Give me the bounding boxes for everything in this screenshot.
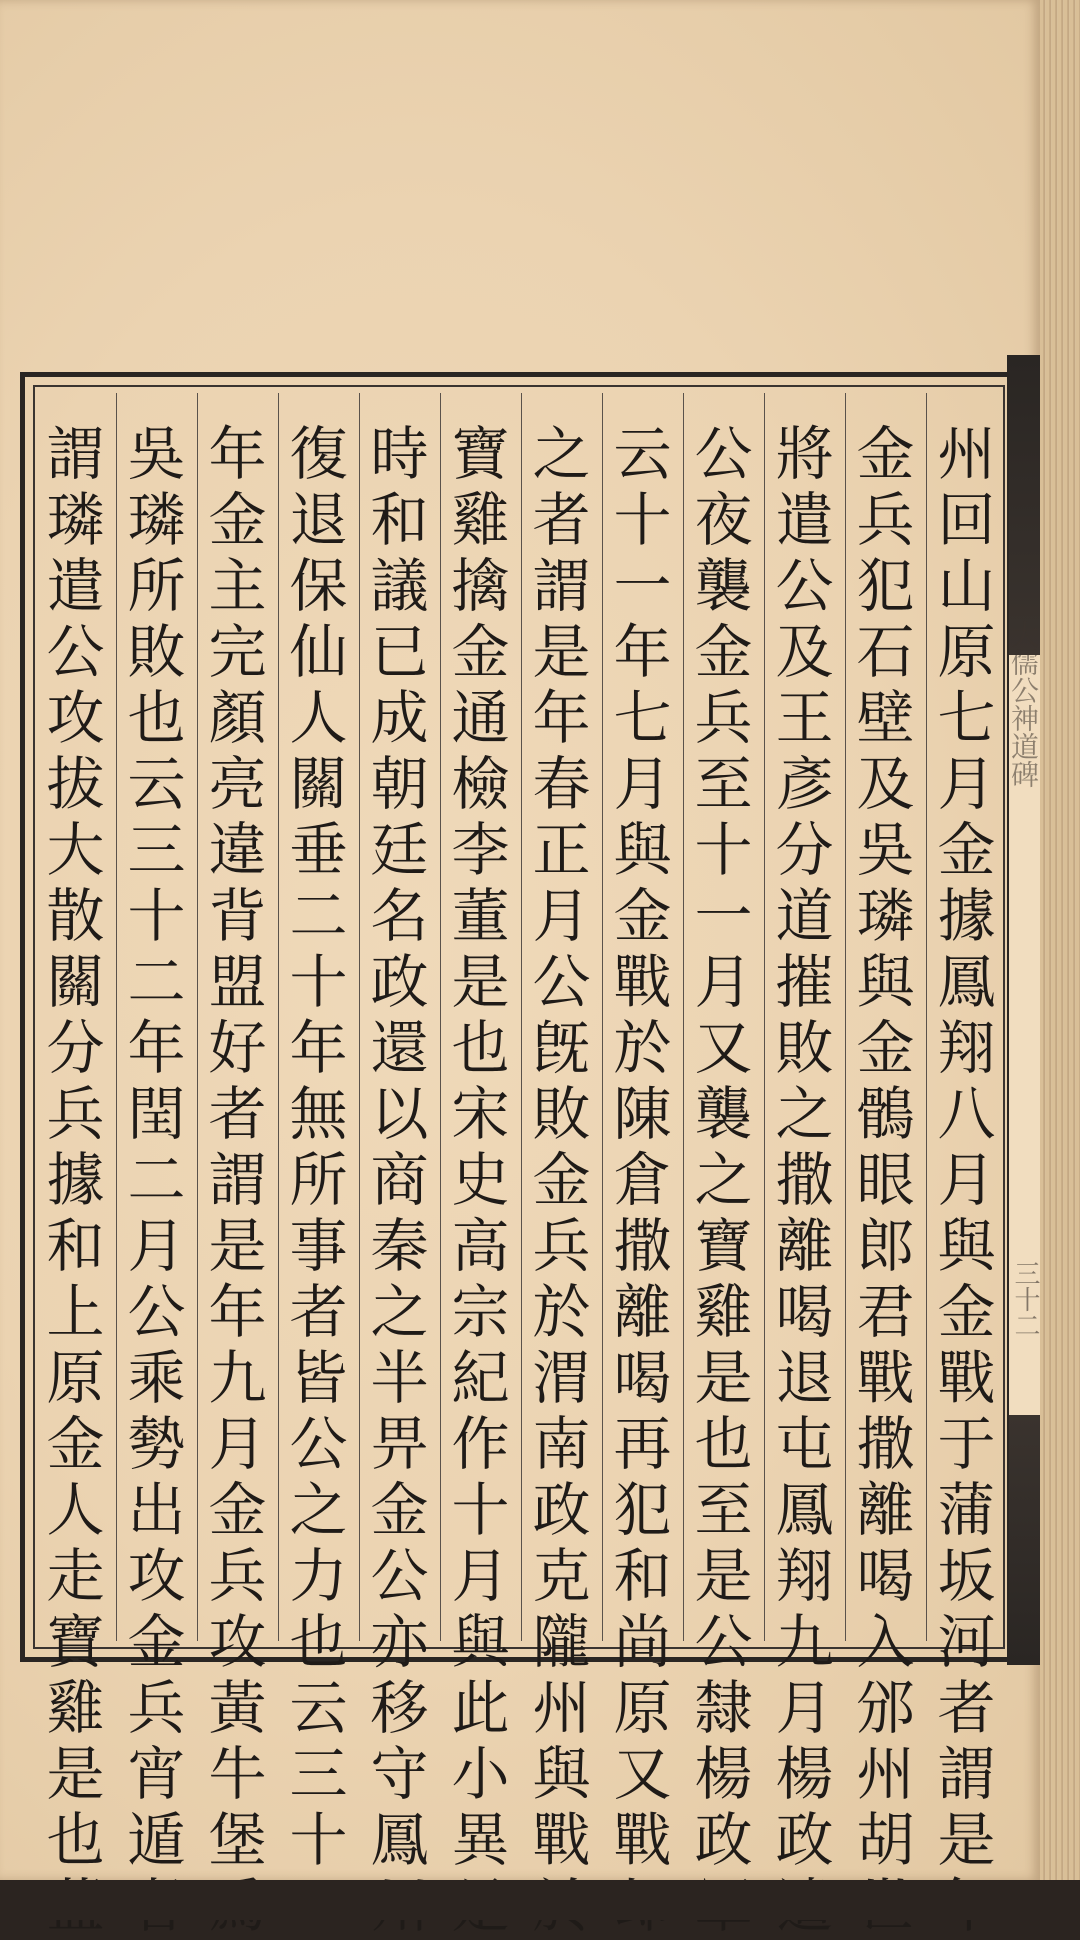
text-glyph: 背 (208, 882, 267, 950)
text-glyph: 戰 (532, 1806, 591, 1874)
text-glyph: 公 (532, 948, 591, 1016)
text-glyph: 年 (208, 1278, 267, 1346)
text-glyph: 勢 (127, 1410, 186, 1478)
text-glyph: 小 (451, 1740, 510, 1808)
text-glyph: 二 (127, 1146, 186, 1214)
text-glyph: 所 (127, 552, 186, 620)
text-glyph: 原 (613, 1674, 672, 1742)
text-glyph: 再 (613, 1410, 672, 1478)
text-glyph: 兵 (127, 1674, 186, 1742)
text-glyph: 夜 (694, 486, 753, 554)
text-glyph: 謂 (208, 1146, 267, 1214)
page-edges (1040, 0, 1080, 1880)
text-glyph: 云 (613, 420, 672, 488)
text-glyph: 半 (370, 1344, 429, 1412)
text-glyph: 渭 (532, 1344, 591, 1412)
text-glyph: 三 (127, 816, 186, 884)
text-glyph: 謂 (532, 552, 591, 620)
text-glyph: 月 (208, 1410, 267, 1478)
text-glyph: 邠 (856, 1674, 915, 1742)
text-glyph: 公 (127, 1278, 186, 1346)
text-glyph: 也 (46, 1806, 105, 1874)
text-glyph: 畀 (370, 1410, 429, 1478)
text-glyph: 是 (208, 1212, 267, 1280)
text-glyph: 力 (289, 1542, 348, 1610)
text-glyph: 蒲 (937, 1476, 996, 1544)
text-glyph: 敗 (775, 1014, 834, 1082)
text-glyph: 廷 (370, 816, 429, 884)
text-glyph: 紀 (451, 1344, 510, 1412)
text-glyph: 雞 (451, 486, 510, 554)
background-strip (0, 1880, 1080, 1920)
text-glyph: 所 (289, 1146, 348, 1214)
text-glyph: 上 (46, 1278, 105, 1346)
text-glyph: 撒 (856, 1410, 915, 1478)
text-glyph: 雞 (46, 1674, 105, 1742)
text-glyph: 道 (775, 882, 834, 950)
text-glyph: 戰 (856, 1344, 915, 1412)
text-glyph: 政 (775, 1806, 834, 1874)
text-glyph: 和 (46, 1212, 105, 1280)
text-glyph: 是 (532, 618, 591, 686)
column-rule (197, 393, 198, 1641)
text-glyph: 人 (46, 1476, 105, 1544)
text-glyph: 喝 (856, 1542, 915, 1610)
text-glyph: 十 (451, 1476, 510, 1544)
text-glyph: 也 (127, 684, 186, 752)
text-glyph: 已 (370, 618, 429, 686)
text-glyph: 之 (694, 1146, 753, 1214)
text-glyph: 撒 (775, 1146, 834, 1214)
text-glyph: 山 (937, 552, 996, 620)
text-glyph: 與 (451, 1608, 510, 1676)
column-rule (359, 393, 360, 1641)
column-rule (521, 393, 522, 1641)
text-glyph: 九 (775, 1608, 834, 1676)
text-glyph: 一 (694, 882, 753, 950)
text-glyph: 撒 (613, 1212, 672, 1280)
text-glyph: 及 (856, 750, 915, 818)
text-glyph: 時 (370, 420, 429, 488)
text-glyph: 年 (613, 618, 672, 686)
text-glyph: 吳 (127, 420, 186, 488)
text-column (39, 421, 113, 1939)
text-glyph: 摧 (775, 948, 834, 1016)
text-glyph: 倉 (613, 1146, 672, 1214)
text-column (849, 421, 923, 1939)
text-glyph: 云 (127, 750, 186, 818)
text-glyph: 又 (613, 1740, 672, 1808)
text-glyph: 公 (289, 1410, 348, 1478)
text-glyph: 離 (613, 1278, 672, 1346)
text-glyph: 宵 (127, 1740, 186, 1808)
text-glyph: 政 (694, 1806, 753, 1874)
text-glyph: 據 (937, 882, 996, 950)
text-glyph: 十 (613, 486, 672, 554)
text-glyph: 屯 (775, 1410, 834, 1478)
text-glyph: 保 (289, 552, 348, 620)
text-glyph: 彥 (775, 750, 834, 818)
text-glyph: 月 (694, 948, 753, 1016)
text-glyph: 謂 (46, 420, 105, 488)
text-glyph: 和 (370, 486, 429, 554)
text-glyph: 州 (532, 1674, 591, 1742)
text-glyph: 璘 (46, 486, 105, 554)
text-glyph: 金 (451, 618, 510, 686)
text-glyph: 金 (694, 618, 753, 686)
text-glyph: 人 (289, 684, 348, 752)
text-glyph: 又 (694, 1014, 753, 1082)
text-glyph: 於 (613, 1014, 672, 1082)
text-frame (20, 372, 1024, 1874)
text-glyph: 宋 (451, 1080, 510, 1148)
text-glyph: 璘 (856, 882, 915, 950)
text-glyph: 十 (289, 948, 348, 1016)
text-glyph: 雞 (694, 1278, 753, 1346)
text-glyph: 事 (289, 1212, 348, 1280)
text-glyph: 據 (46, 1146, 105, 1214)
text-glyph: 吳 (856, 816, 915, 884)
text-glyph: 喝 (775, 1278, 834, 1346)
text-glyph: 走 (46, 1542, 105, 1610)
text-glyph: 一 (613, 552, 672, 620)
text-glyph: 鳳 (937, 948, 996, 1016)
text-glyph: 敗 (127, 618, 186, 686)
text-glyph: 金 (532, 1146, 591, 1214)
text-glyph: 議 (370, 552, 429, 620)
text-glyph: 謂 (937, 1740, 996, 1808)
column-rule (926, 393, 927, 1641)
text-column (201, 421, 275, 1939)
text-glyph: 十 (289, 1806, 348, 1874)
text-glyph: 者 (532, 486, 591, 554)
text-glyph: 皆 (289, 1344, 348, 1412)
text-glyph: 襲 (694, 1080, 753, 1148)
text-glyph: 月 (937, 750, 996, 818)
text-glyph: 戰 (937, 1344, 996, 1412)
text-glyph: 回 (937, 486, 996, 554)
text-glyph: 牛 (208, 1740, 267, 1808)
text-glyph: 於 (532, 1278, 591, 1346)
text-glyph: 宗 (451, 1278, 510, 1346)
text-glyph: 鶻 (856, 1080, 915, 1148)
text-glyph: 兵 (46, 1080, 105, 1148)
text-glyph: 完 (208, 618, 267, 686)
text-glyph: 于 (937, 1410, 996, 1478)
text-glyph: 三 (289, 1740, 348, 1808)
text-glyph: 十 (694, 816, 753, 884)
text-glyph: 及 (775, 618, 834, 686)
text-glyph: 李 (451, 816, 510, 884)
text-glyph: 州 (856, 1740, 915, 1808)
text-glyph: 隴 (532, 1608, 591, 1676)
text-glyph: 敗 (532, 1080, 591, 1148)
text-glyph: 戰 (613, 948, 672, 1016)
text-glyph: 高 (451, 1212, 510, 1280)
text-glyph: 河 (937, 1608, 996, 1676)
text-glyph: 乘 (127, 1344, 186, 1412)
text-glyph: 鳳 (775, 1476, 834, 1544)
text-glyph: 入 (856, 1608, 915, 1676)
text-frame-inner (33, 385, 1005, 1874)
text-glyph: 州 (937, 420, 996, 488)
text-glyph: 壁 (856, 684, 915, 752)
text-glyph: 攻 (208, 1608, 267, 1676)
text-glyph: 異 (451, 1806, 510, 1874)
text-glyph: 商 (370, 1146, 429, 1214)
text-glyph: 公 (694, 420, 753, 488)
text-glyph: 堡 (208, 1806, 267, 1874)
text-glyph: 原 (46, 1344, 105, 1412)
text-glyph: 七 (937, 684, 996, 752)
text-glyph: 名 (370, 882, 429, 950)
text-glyph: 翔 (937, 1014, 996, 1082)
text-glyph: 和 (613, 1542, 672, 1610)
text-glyph: 復 (289, 420, 348, 488)
text-glyph: 兵 (532, 1212, 591, 1280)
text-glyph: 政 (370, 948, 429, 1016)
text-glyph: 云 (289, 1674, 348, 1742)
text-glyph: 攻 (127, 1542, 186, 1610)
text-glyph: 守 (370, 1740, 429, 1808)
text-glyph: 垂 (289, 816, 348, 884)
text-glyph: 眼 (856, 1146, 915, 1214)
text-glyph: 南 (532, 1410, 591, 1478)
text-glyph: 年 (532, 684, 591, 752)
text-glyph: 十 (127, 882, 186, 950)
text-glyph: 之 (775, 1080, 834, 1148)
text-glyph: 之 (532, 420, 591, 488)
text-glyph: 拔 (46, 750, 105, 818)
text-glyph: 七 (613, 684, 672, 752)
text-glyph: 出 (127, 1476, 186, 1544)
text-glyph: 是 (694, 1344, 753, 1412)
text-glyph: 至 (694, 750, 753, 818)
text-glyph: 與 (532, 1740, 591, 1808)
text-glyph: 此 (451, 1674, 510, 1742)
text-glyph: 將 (775, 420, 834, 488)
text-glyph: 遁 (127, 1806, 186, 1874)
text-column (363, 421, 437, 1939)
text-glyph: 離 (856, 1476, 915, 1544)
text-glyph: 朝 (370, 750, 429, 818)
text-glyph: 者 (289, 1278, 348, 1346)
text-glyph: 原 (937, 618, 996, 686)
text-glyph: 寶 (451, 420, 510, 488)
text-glyph: 月 (613, 750, 672, 818)
text-glyph: 金 (208, 486, 267, 554)
column-rule (764, 393, 765, 1641)
text-glyph: 成 (370, 684, 429, 752)
text-glyph: 以 (370, 1080, 429, 1148)
text-glyph: 閏 (127, 1080, 186, 1148)
text-glyph: 董 (451, 882, 510, 950)
text-glyph: 亮 (208, 750, 267, 818)
text-glyph: 無 (289, 1080, 348, 1148)
text-glyph: 兵 (208, 1542, 267, 1610)
text-glyph: 兵 (694, 684, 753, 752)
text-glyph: 分 (775, 816, 834, 884)
text-glyph: 者 (208, 1080, 267, 1148)
text-glyph: 楊 (694, 1740, 753, 1808)
text-glyph: 璘 (127, 486, 186, 554)
text-glyph: 隸 (694, 1674, 753, 1742)
text-glyph: 黃 (208, 1674, 267, 1742)
text-glyph: 秦 (370, 1212, 429, 1280)
text-glyph: 分 (46, 1014, 105, 1082)
text-glyph: 違 (208, 816, 267, 884)
text-glyph: 公 (370, 1542, 429, 1610)
text-glyph: 也 (451, 1014, 510, 1082)
text-column (444, 421, 518, 1939)
fold-page-number: 三十二 (1010, 1260, 1040, 1338)
text-glyph: 是 (937, 1806, 996, 1874)
text-glyph: 亦 (370, 1608, 429, 1676)
text-glyph: 作 (451, 1410, 510, 1478)
text-glyph: 鳳 (370, 1806, 429, 1874)
text-glyph: 之 (289, 1476, 348, 1544)
text-glyph: 翔 (775, 1542, 834, 1610)
text-column (282, 421, 356, 1939)
text-glyph: 離 (775, 1212, 834, 1280)
text-glyph: 金 (856, 1014, 915, 1082)
text-glyph: 金 (937, 1278, 996, 1346)
text-glyph: 仙 (289, 618, 348, 686)
text-glyph: 襲 (694, 552, 753, 620)
text-glyph: 與 (856, 948, 915, 1016)
text-glyph: 公 (775, 552, 834, 620)
text-glyph: 也 (694, 1410, 753, 1478)
text-glyph: 至 (694, 1476, 753, 1544)
text-glyph: 史 (451, 1146, 510, 1214)
text-glyph: 顏 (208, 684, 267, 752)
text-glyph: 金 (937, 816, 996, 884)
text-glyph: 春 (532, 750, 591, 818)
text-column (930, 421, 1004, 1939)
column-rule (116, 393, 117, 1641)
text-column (768, 421, 842, 1939)
column-rule (845, 393, 846, 1641)
text-glyph: 大 (46, 816, 105, 884)
text-glyph: 月 (127, 1212, 186, 1280)
text-glyph: 喝 (613, 1344, 672, 1412)
text-glyph: 二 (127, 948, 186, 1016)
column-rule (683, 393, 684, 1641)
text-column (120, 421, 194, 1939)
text-glyph: 月 (451, 1542, 510, 1610)
text-glyph: 九 (208, 1344, 267, 1412)
text-glyph: 年 (127, 1014, 186, 1082)
text-glyph: 也 (289, 1608, 348, 1676)
text-glyph: 尚 (613, 1608, 672, 1676)
text-glyph: 年 (289, 1014, 348, 1082)
column-rule (440, 393, 441, 1641)
text-glyph: 月 (937, 1146, 996, 1214)
text-glyph: 二 (289, 882, 348, 950)
text-glyph: 金 (856, 420, 915, 488)
text-glyph: 月 (775, 1674, 834, 1742)
text-glyph: 石 (856, 618, 915, 686)
text-glyph: 正 (532, 816, 591, 884)
text-glyph: 盟 (208, 948, 267, 1016)
text-glyph: 戰 (613, 1806, 672, 1874)
text-glyph: 犯 (856, 552, 915, 620)
text-column (606, 421, 680, 1939)
text-glyph: 寶 (46, 1608, 105, 1676)
text-glyph: 是 (451, 948, 510, 1016)
text-glyph: 金 (208, 1476, 267, 1544)
text-glyph: 退 (289, 486, 348, 554)
text-glyph: 與 (937, 1212, 996, 1280)
text-glyph: 攻 (46, 684, 105, 752)
text-glyph: 關 (46, 948, 105, 1016)
text-glyph: 退 (775, 1344, 834, 1412)
text-glyph: 克 (532, 1542, 591, 1610)
text-glyph: 金 (370, 1476, 429, 1544)
text-glyph: 通 (451, 684, 510, 752)
fold-title: 大儒公神道碑 (1007, 620, 1040, 788)
text-glyph: 公 (694, 1608, 753, 1676)
text-glyph: 散 (46, 882, 105, 950)
text-glyph: 之 (370, 1278, 429, 1346)
text-glyph: 金 (613, 882, 672, 950)
text-glyph: 郎 (856, 1212, 915, 1280)
text-glyph: 檢 (451, 750, 510, 818)
text-glyph: 旣 (532, 1014, 591, 1082)
text-glyph: 政 (532, 1476, 591, 1544)
column-rule (602, 393, 603, 1641)
text-glyph: 是 (46, 1740, 105, 1808)
text-glyph: 遣 (775, 486, 834, 554)
text-glyph: 是 (694, 1542, 753, 1610)
column-rule (278, 393, 279, 1641)
text-glyph: 胡 (856, 1806, 915, 1874)
text-glyph: 主 (208, 552, 267, 620)
text-glyph: 者 (937, 1674, 996, 1742)
text-glyph: 移 (370, 1674, 429, 1742)
text-glyph: 公 (46, 618, 105, 686)
text-column (525, 421, 599, 1939)
text-glyph: 關 (289, 750, 348, 818)
text-glyph: 坂 (937, 1542, 996, 1610)
text-glyph: 君 (856, 1278, 915, 1346)
text-glyph: 犯 (613, 1476, 672, 1544)
text-glyph: 楊 (775, 1740, 834, 1808)
text-glyph: 月 (532, 882, 591, 950)
text-glyph: 遣 (46, 552, 105, 620)
text-glyph: 年 (208, 420, 267, 488)
text-glyph: 金 (127, 1608, 186, 1676)
text-glyph: 還 (370, 1014, 429, 1082)
text-glyph: 八 (937, 1080, 996, 1148)
text-glyph: 兵 (856, 486, 915, 554)
text-glyph: 王 (775, 684, 834, 752)
text-glyph: 擒 (451, 552, 510, 620)
text-glyph: 寶 (694, 1212, 753, 1280)
text-glyph: 陳 (613, 1080, 672, 1148)
text-glyph: 金 (46, 1410, 105, 1478)
text-column (687, 421, 761, 1939)
text-glyph: 好 (208, 1014, 267, 1082)
text-glyph: 與 (613, 816, 672, 884)
